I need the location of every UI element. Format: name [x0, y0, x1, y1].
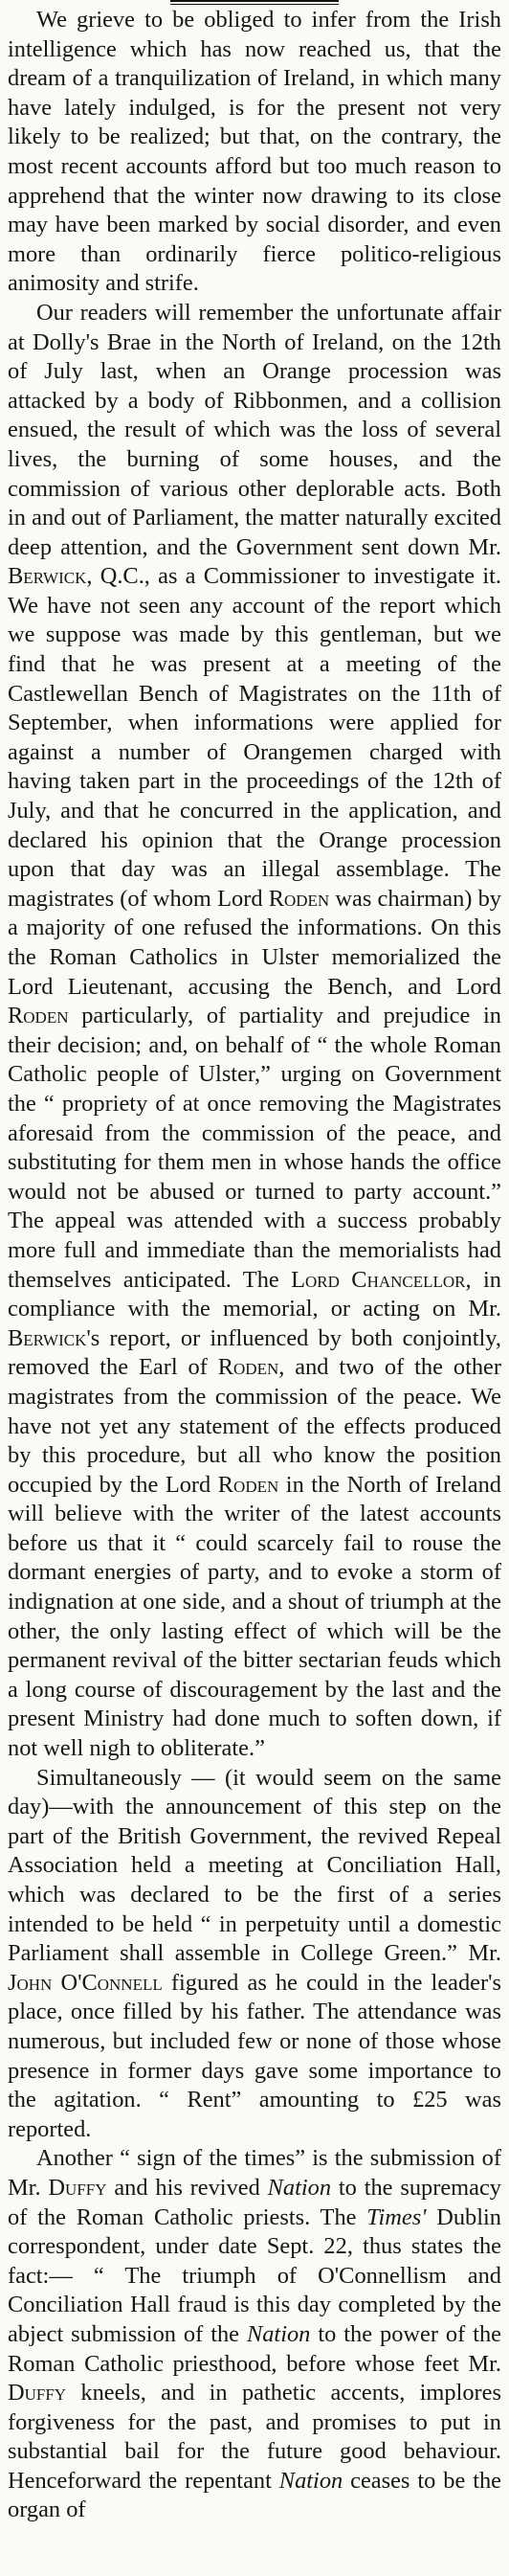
- small-caps-name: John O'Connell: [8, 1969, 163, 1996]
- small-caps-name: Duffy: [8, 2380, 67, 2407]
- text-run: to the supremacy of the Roman Catholic priests. The: [8, 2174, 501, 2230]
- small-caps-name: Roden: [8, 1003, 69, 1029]
- article-column: [8, 6, 501, 2525]
- small-caps-name: Roden: [217, 1471, 279, 1498]
- text-run: ceases to be the organ of: [8, 2467, 501, 2523]
- italic-title: Nation: [246, 2320, 311, 2347]
- small-caps-name: Berwick: [8, 1324, 87, 1351]
- column-top-rule: [170, 0, 339, 5]
- italic-title: Nation: [278, 2467, 343, 2494]
- small-caps-name: Roden: [268, 885, 330, 912]
- article-paragraph: [8, 6, 501, 299]
- italic-title: Times': [366, 2203, 427, 2230]
- article-paragraph: [8, 1764, 501, 2145]
- article-paragraph: [8, 2144, 501, 2525]
- small-caps-name: Roden: [217, 1354, 279, 1381]
- text-run: was chairman) by a majority of one refused the informations. On this the Roman Catholics in Ulster memorialized the Lord Lieutenant, accusing the Bench, and Lord: [8, 885, 501, 1000]
- text-run: Our readers will remember the unfortunate affair at Dolly's Brae in the North of Ireland, on the 12th of July last, when an Orange procession was attacked by a body of Ribbonmen, and a collision ensued, the result of which was the loss of several lives, the burning of some houses, and the commission of various other deplorable acts. Both in and out of Parliament, the matter naturally excited deep attention, and the Government sent down Mr.: [8, 299, 501, 560]
- text-run: We grieve to be obliged to infer from the Irish intelligence which has now reached us, that the dream of a tranquilization of Ireland, in which many have lately indulged, is for the present not very likely to be realized; but that, on the contrary, the most recent accounts afford but too much reason to apprehend that the winter now drawing to its close may have been marked by social disorder, and even more than ordinarily fierce politico-religious animosity and strife.: [8, 7, 501, 297]
- small-caps-name: Lord Chancellor: [291, 1266, 466, 1293]
- small-caps-name: Berwick: [8, 563, 87, 590]
- text-run: , and two of the other magistrates from the commission of the peace. We have not yet any statement of the effects produced by this procedure, but all who know the position occupied by the Lord: [8, 1354, 501, 1498]
- text-run: particularly, of partiality and prejudice in their decision; and, on behalf of “ the whole Roman Catholic people of Ulster,” urging on Government the “ propriety of at once removing the Magistrates aforesaid from the commission of the peace, and substituting for them men in whose hands the office would not be abused or turned to party account.” The appeal was attended with a success probably more full and immediate than the memorialists had themselves anticipated. The: [8, 1003, 501, 1293]
- text-run: Simultaneously — (it would seem on the same day)—with the announcement of this step on the part of the British Government, the revived Repeal Association held a meeting at Conciliation Hall, which was declared to be the first of a series intended to be held “ in perpetuity until a domestic Parliament shall assemble in College Green.” Mr.: [8, 1764, 501, 1967]
- text-run: , in compliance with the memorial, or acting on Mr.: [8, 1266, 501, 1322]
- text-run: figured as he could in the leader's place, once filled by his father. The attendance was numerous, but included few or none of those whose presence in former days gave some importance to the agitation. “ Rent” amounting to £25 was reported.: [8, 1969, 502, 2142]
- text-run: Dublin correspondent, under date Sept. 22, thus states the fact:— “ The triumph of O'Connellism and Conciliation Hall fraud is this day completed by the abject submission of the: [8, 2203, 501, 2347]
- small-caps-name: Duffy: [48, 2174, 107, 2201]
- italic-title: Nation: [267, 2174, 332, 2201]
- text-run: , Q.C., as a Commissioner to investigate it. We have not seen any account of the report which we suppose was made by this gentleman, but we find that he was present at a meeting of the Castlewellan Bench of Magistrates on the 11th of September, when informations were applied for against a number of Orangemen charged with having taken part in the proceedings of the 12th of July, and that he concurred in the application, and declared his opinion that the Orange procession upon that day was an illegal assemblage. The magistrates (of whom Lord: [8, 563, 501, 912]
- text-run: kneels, and in pathetic accents, implores forgiveness for the past, and promises to put in substantial bail for the future good behaviour. Henceforward the repentant: [8, 2380, 501, 2494]
- text-run: in the North of Ireland will believe with the writer of the latest accounts before us that it “ could scarcely fail to rouse the dormant energies of party, and to evoke a storm of indignation at one side, and a shout of triumph at the other, the only lasting effect of which will be the permanent revival of the bitter sectarian feuds which a long course of discouragement by the last and the present Ministry had done much to soften down, if not well nigh to obliterate.”: [8, 1471, 501, 1762]
- article-paragraph: [8, 299, 501, 1764]
- text-run: and his revived: [106, 2174, 268, 2201]
- text-run: to the power of the Roman Catholic priesthood, before whose feet Mr.: [8, 2320, 501, 2377]
- text-run: 's report, or influenced by both conjointly, removed the Earl of: [8, 1324, 501, 1381]
- text-run: Another “ sign of the times” is the submission of Mr.: [8, 2145, 501, 2201]
